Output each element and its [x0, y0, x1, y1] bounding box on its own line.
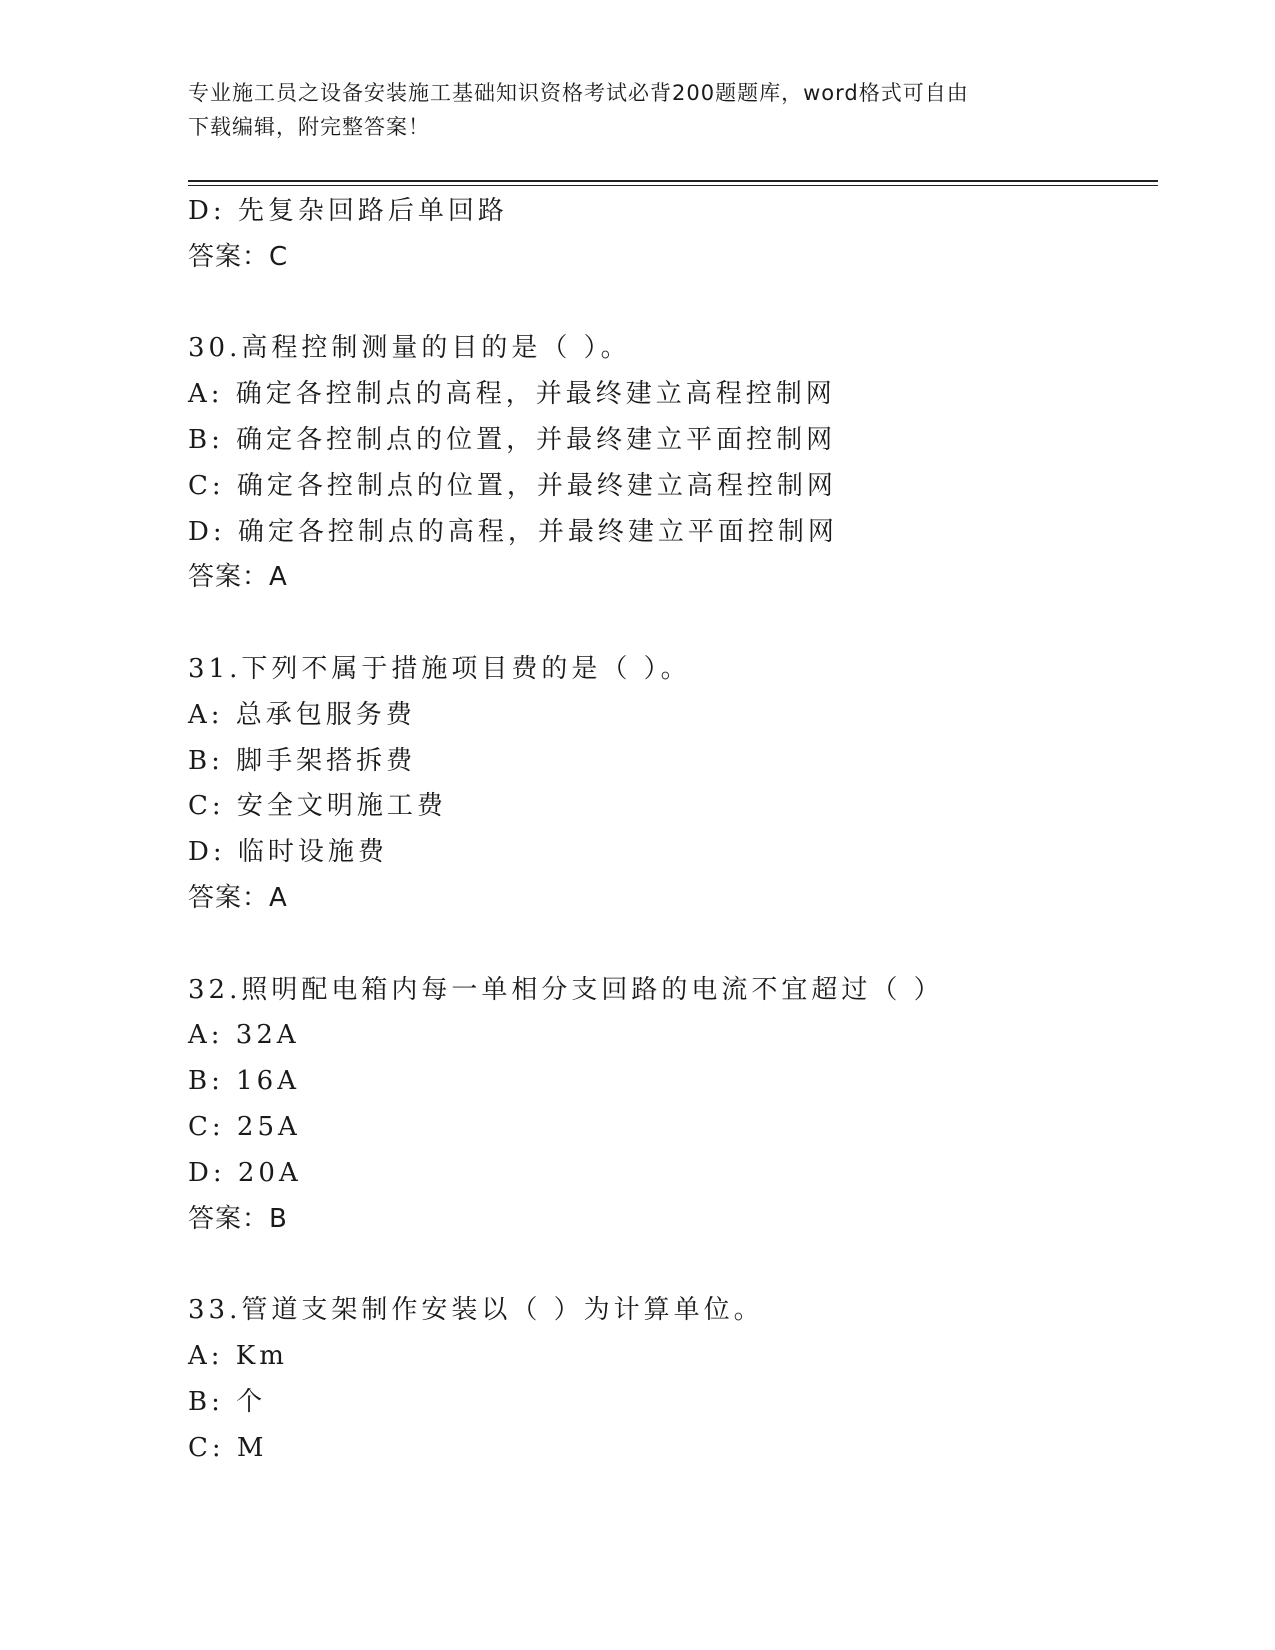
- question-block-31: [188, 647, 1148, 922]
- option-d: D: 先复杂回路后单回路: [188, 196, 508, 226]
- option-b: B: 确定各控制点的位置，并最终建立平面控制网: [188, 424, 837, 455]
- option-a: A: 确定各控制点的高程，并最终建立高程控制网: [188, 379, 836, 410]
- spacer: [188, 922, 1148, 968]
- answer-line: 答案：A: [188, 882, 288, 913]
- answer-line: 答案：A: [188, 562, 288, 593]
- header-divider-thin: [188, 185, 1158, 186]
- document-header: [188, 76, 1088, 144]
- question-block-30: [188, 326, 1148, 601]
- answer-line: 答案：B: [188, 1203, 288, 1234]
- option-a: A: 32A: [188, 1020, 300, 1051]
- spacer: [188, 1242, 1148, 1288]
- option-c: C: 25A: [188, 1111, 301, 1142]
- question-text: 32.照明配电箱内每一单相分支回路的电流不宜超过（ ）: [188, 974, 944, 1005]
- option-b: B: 16A: [188, 1066, 300, 1097]
- option-c: C: 安全文明施工费: [188, 791, 447, 822]
- option-a: A: 总承包服务费: [188, 699, 416, 730]
- question-block-32: [188, 968, 1148, 1243]
- question-text: 30.高程控制测量的目的是（ ）。: [188, 333, 631, 364]
- option-b: B: 脚手架搭拆费: [188, 745, 417, 776]
- question-content: [188, 189, 1148, 1471]
- option-b: B: 个: [188, 1386, 267, 1417]
- question-text: 33.管道支架制作安装以（ ）为计算单位。: [188, 1295, 764, 1326]
- option-d: D: 确定各控制点的高程，并最终建立平面控制网: [188, 516, 838, 547]
- option-a: A: Km: [188, 1340, 288, 1371]
- spacer: [188, 601, 1148, 647]
- spacer: [188, 281, 1148, 327]
- option-d: D: 临时设施费: [188, 837, 388, 868]
- header-divider-thick: [188, 180, 1158, 182]
- option-d: D: 20A: [188, 1157, 302, 1188]
- question-text: 31.下列不属于措施项目费的是（ ）。: [188, 653, 691, 684]
- question-block-33: [188, 1288, 1148, 1471]
- header-line-1: 专业施工员之设备安装施工基础知识资格考试必背200题题库，word格式可自由: [188, 81, 969, 105]
- option-c: C: 确定各控制点的位置，并最终建立高程控制网: [188, 470, 837, 501]
- header-line-2: 下载编辑，附完整答案！: [188, 115, 430, 139]
- option-c: C: M: [188, 1432, 268, 1463]
- answer-line: 答案：C: [188, 241, 289, 272]
